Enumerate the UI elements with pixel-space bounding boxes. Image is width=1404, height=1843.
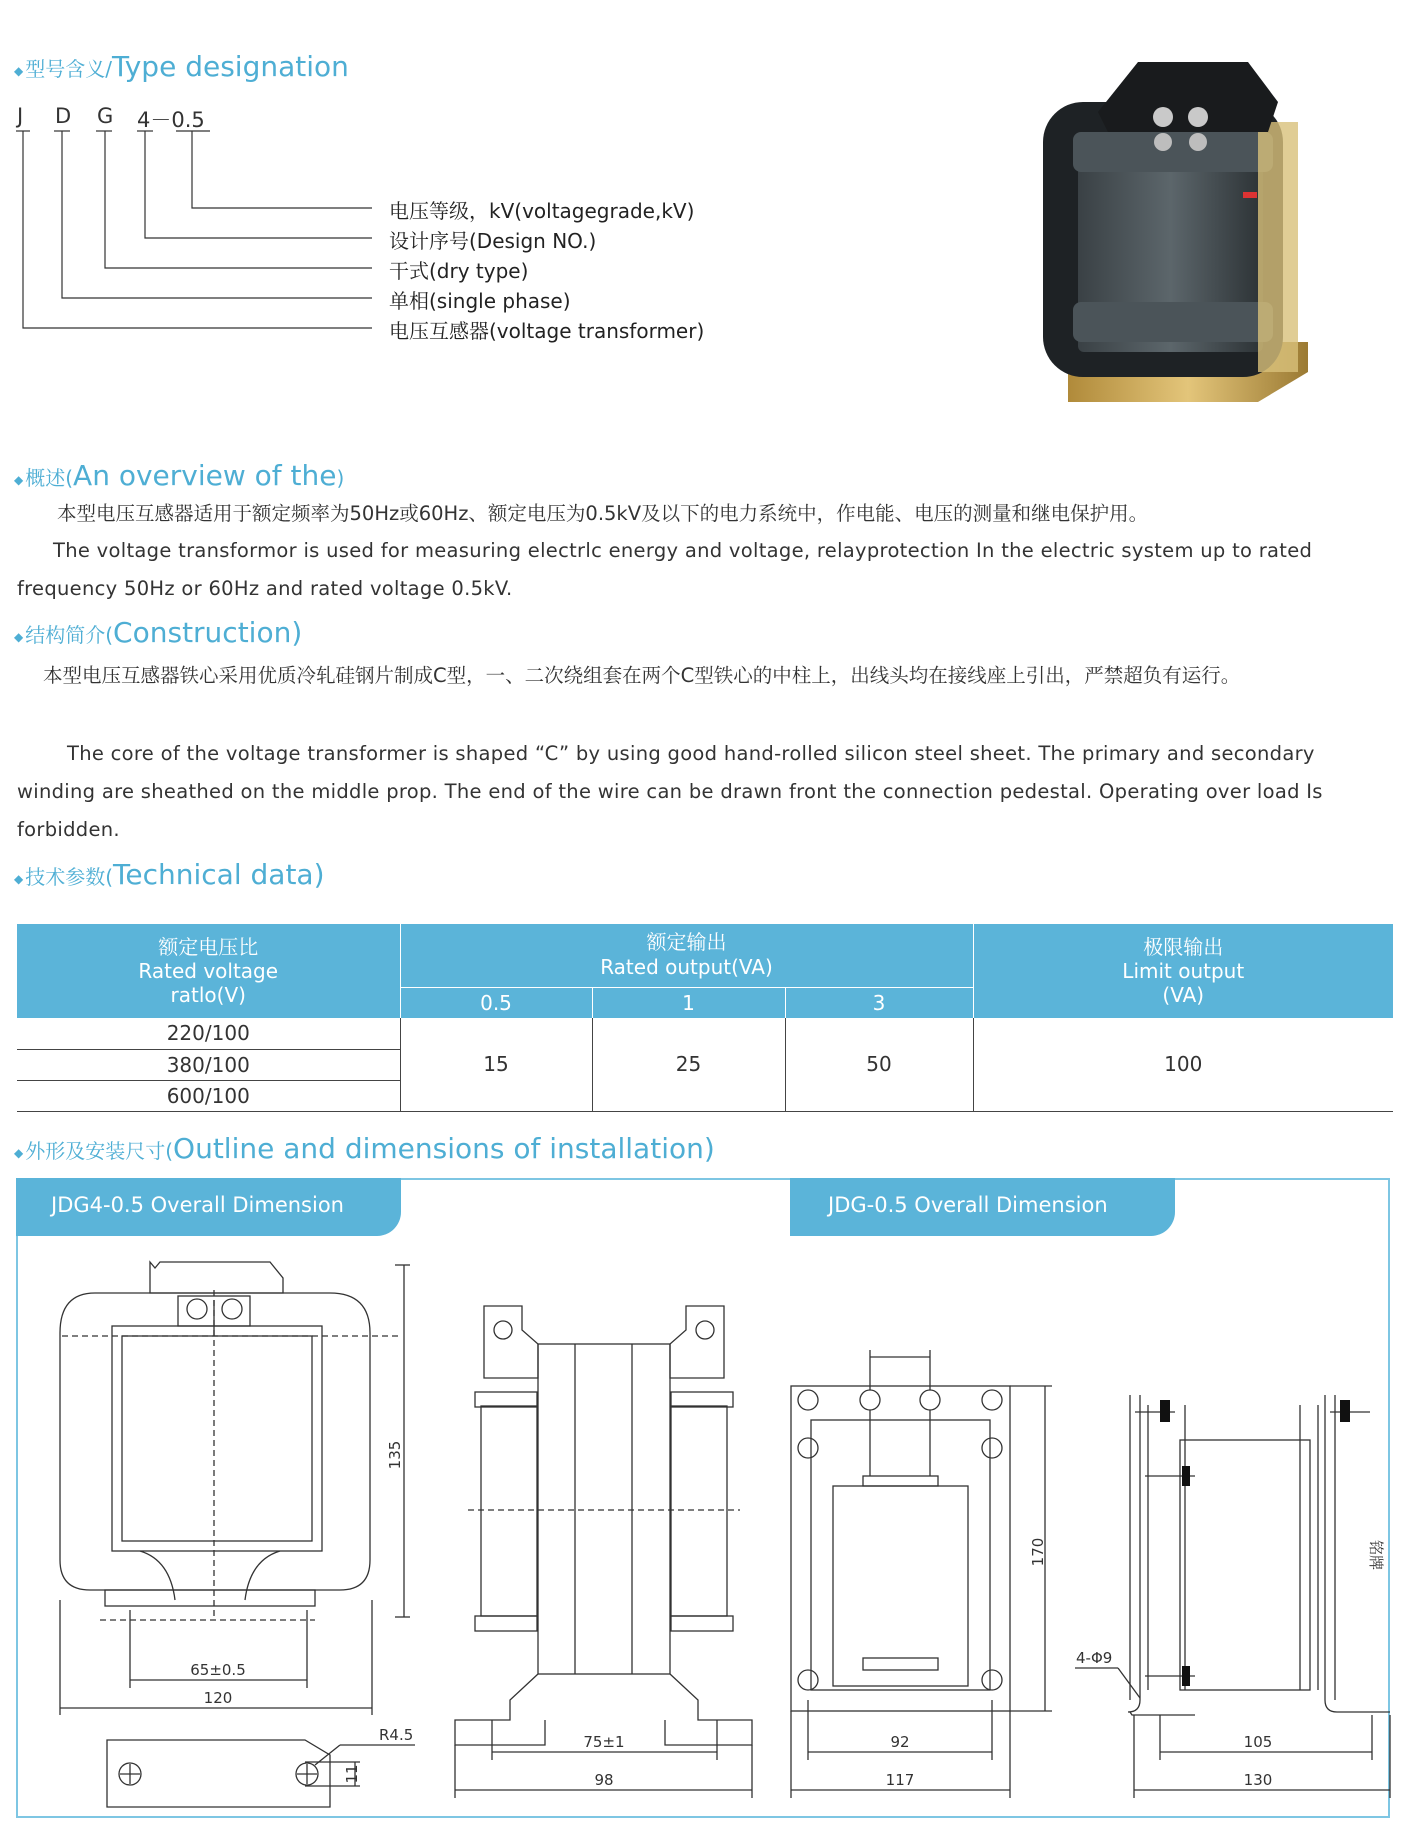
- legend-voltage-grade: 电压等级，kV(voltagegrade,kV): [389, 199, 695, 223]
- subheader-output-0-5: 0.5: [400, 987, 592, 1018]
- code-letter-j: J: [17, 104, 24, 128]
- bullet-icon: ◆: [14, 629, 24, 644]
- header-rated-output: 额定输出 Rated output(VA): [400, 924, 973, 987]
- product-photo: [1018, 42, 1328, 422]
- construction-title: ◆ 结构简介(Construction): [14, 616, 303, 649]
- construction-paragraph-cn: 本型电压互感器铁心采用优质冷轧硅钢片制成C型，一、二次绕组套在两个C型铁心的中柱上，出线头均在接线座上引出，严禁超负有运行。: [43, 664, 1241, 687]
- dim-hole: 4-Φ9: [1076, 1649, 1113, 1667]
- nameplate-label: 铭牌: [1367, 1539, 1385, 1571]
- dim-117: 117: [885, 1771, 915, 1789]
- overview-title: ◆ 概述(An overview of the): [14, 459, 345, 492]
- legend-single-phase: 单相(single phase): [389, 289, 571, 313]
- code-letter-d: D: [55, 104, 72, 128]
- technical-title: ◆ 技术参数(Technical data): [14, 858, 325, 891]
- code-number: 4－0.5: [137, 108, 205, 132]
- overview-paragraph-en: The voltage transformor is used for measuring electrlc energy and voltage, relayprotection In the electric system up to rated frequency 50Hz or 60Hz and rated voltage 0.5kV.: [17, 539, 1313, 600]
- ratio-cell: 600/100: [17, 1080, 400, 1111]
- technical-data-table: [17, 924, 1393, 1112]
- overview-paragraph-cn: 本型电压互感器适用于额定频率为50Hz或60Hz、额定电压为0.5kV及以下的电力系统中，作电能、电压的测量和继电保护用。: [57, 502, 1149, 525]
- dim-75: 75±1: [583, 1733, 625, 1751]
- legend-voltage-transformer: 电压互感器(voltage transformer): [389, 319, 705, 343]
- ratio-cell: 380/100: [17, 1049, 400, 1080]
- subheader-output-3: 3: [785, 987, 973, 1018]
- designation-leader-lines: [0, 0, 400, 350]
- limit-output-cell: 100: [973, 1018, 1393, 1111]
- construction-paragraph-en: The core of the voltage transformer is shaped “C” by using good hand-rolled silicon steel sheet. The primary and secondary winding are sheathed on the middle prop. The end of the wire can be drawn front the connection pedestal. Operating over load Is forbidden.: [17, 742, 1323, 841]
- ratio-cell: 220/100: [17, 1018, 400, 1049]
- table-row: [17, 1018, 1393, 1049]
- bullet-icon: ◆: [14, 472, 24, 487]
- tab-jdg4-overall-dimension: JDG4-0.5 Overall Dimension: [16, 1178, 401, 1236]
- outline-title: ◆ 外形及安装尺寸(Outline and dimensions of installation): [14, 1132, 715, 1165]
- dim-120: 120: [203, 1689, 233, 1707]
- dim-11: 11: [343, 1764, 361, 1784]
- output-cell: 15: [400, 1018, 592, 1111]
- dim-65: 65±0.5: [190, 1661, 246, 1679]
- tab-jdg-overall-dimension: JDG-0.5 Overall Dimension: [790, 1178, 1175, 1236]
- subheader-output-1: 1: [592, 987, 785, 1018]
- dim-135: 135: [386, 1440, 404, 1470]
- bullet-icon: ◆: [14, 871, 24, 886]
- dim-r45: R4.5: [379, 1726, 414, 1744]
- code-letter-g: G: [97, 104, 114, 128]
- dim-92: 92: [890, 1733, 910, 1751]
- dim-130: 130: [1243, 1771, 1273, 1789]
- dim-98: 98: [594, 1771, 614, 1789]
- dim-170: 170: [1029, 1537, 1047, 1567]
- type-designation-title: ◆ 型号含义/Type designation: [14, 50, 349, 83]
- dim-105: 105: [1243, 1733, 1273, 1751]
- header-rated-voltage-ratio: 额定电压比 Rated voltage ratlo(V): [17, 924, 400, 1018]
- legend-dry-type: 干式(dry type): [389, 259, 529, 283]
- output-cell: 50: [785, 1018, 973, 1111]
- legend-design-no: 设计序号(Design NO.): [389, 229, 597, 253]
- output-cell: 25: [592, 1018, 785, 1111]
- header-limit-output: 极限输出 Limit output (VA): [973, 924, 1393, 1018]
- bullet-icon: ◆: [14, 1145, 24, 1160]
- dimension-drawings: [0, 1236, 1404, 1816]
- bullet-icon: ◆: [14, 63, 24, 78]
